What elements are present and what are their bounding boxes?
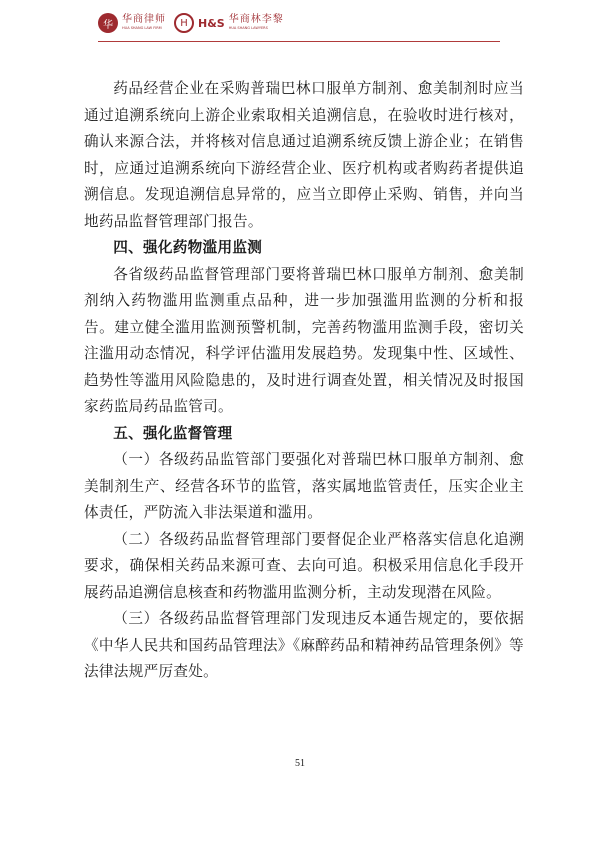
section-heading-5: 五、强化监督管理 xyxy=(113,424,233,442)
paragraph-supervision-3: （三）各级药品监督管理部门发现违反本通告规定的，要依据《中华人民共和国药品管理法》《麻醉药品和精神药品管理条例》等法律法规严厉查处。 xyxy=(84,610,524,680)
paragraph-traceability: 药品经营企业在采购普瑞巴林口服单方制剂、愈美制剂时应当通过追溯系统向上游企业索取相关追溯信息，在验收时进行核对，确认来源合法，并将核对信息通过追溯系统反馈上游企业；在销售时，应通过追溯系统向下游经营企业、医疗机构或者购药者提供追溯信息。发现追溯信息异常的，应当立即停止采购、销售，并向当地药品监督管理部门报告。 xyxy=(84,80,524,230)
huashang-logo-text xyxy=(122,15,166,31)
huashang-logo xyxy=(98,13,166,33)
page-header xyxy=(98,6,284,40)
hs-logo-name: 华商林李黎 xyxy=(228,14,284,26)
paragraph-abuse-monitoring: 各省级药品监督管理部门要将普瑞巴林口服单方制剂、愈美制剂纳入药物滥用监测重点品种，进一步加强滥用监测的分析和报告。建立健全滥用监测预警机制，完善药物滥用监测手段，密切关注滥用动态情况，科学评估滥用发展趋势。发现集中性、区域性、趋势性等滥用风险隐患的，及时进行调查处置，相关情况及时报国家药监局药品监管司。 xyxy=(84,265,524,415)
hs-logo-mark-text: H&S xyxy=(198,16,225,30)
paragraph-supervision-1: （一）各级药品监管部门要强化对普瑞巴林口服单方制剂、愈美制剂生产、经营各环节的监管，落实属地监管责任，压实企业主体责任，严防流入非法渠道和滥用。 xyxy=(84,451,524,521)
page-number: 51 xyxy=(295,758,305,769)
huashang-logo-subtitle: HUA SHANG LAW FIRM xyxy=(122,26,162,31)
hs-logo-subtitle: HUA SHANG LAWYERS xyxy=(228,26,268,31)
huashang-logo-icon: 华 xyxy=(98,13,118,33)
hs-logo-text xyxy=(229,15,284,31)
hs-logo xyxy=(174,13,284,33)
paragraph-supervision-2: （二）各级药品监督管理部门要督促企业严格落实信息化追溯要求，确保相关药品来源可查、去向可追。积极采用信息化手段开展药品追溯信息核查和药物滥用监测分析，主动发现潜在风险。 xyxy=(84,530,524,601)
hs-logo-icon: H xyxy=(174,13,194,33)
header-divider xyxy=(98,41,500,42)
huashang-logo-name: 华商律师 xyxy=(122,14,166,26)
section-heading-4: 四、强化药物滥用监测 xyxy=(113,239,263,256)
document-body xyxy=(84,76,524,686)
